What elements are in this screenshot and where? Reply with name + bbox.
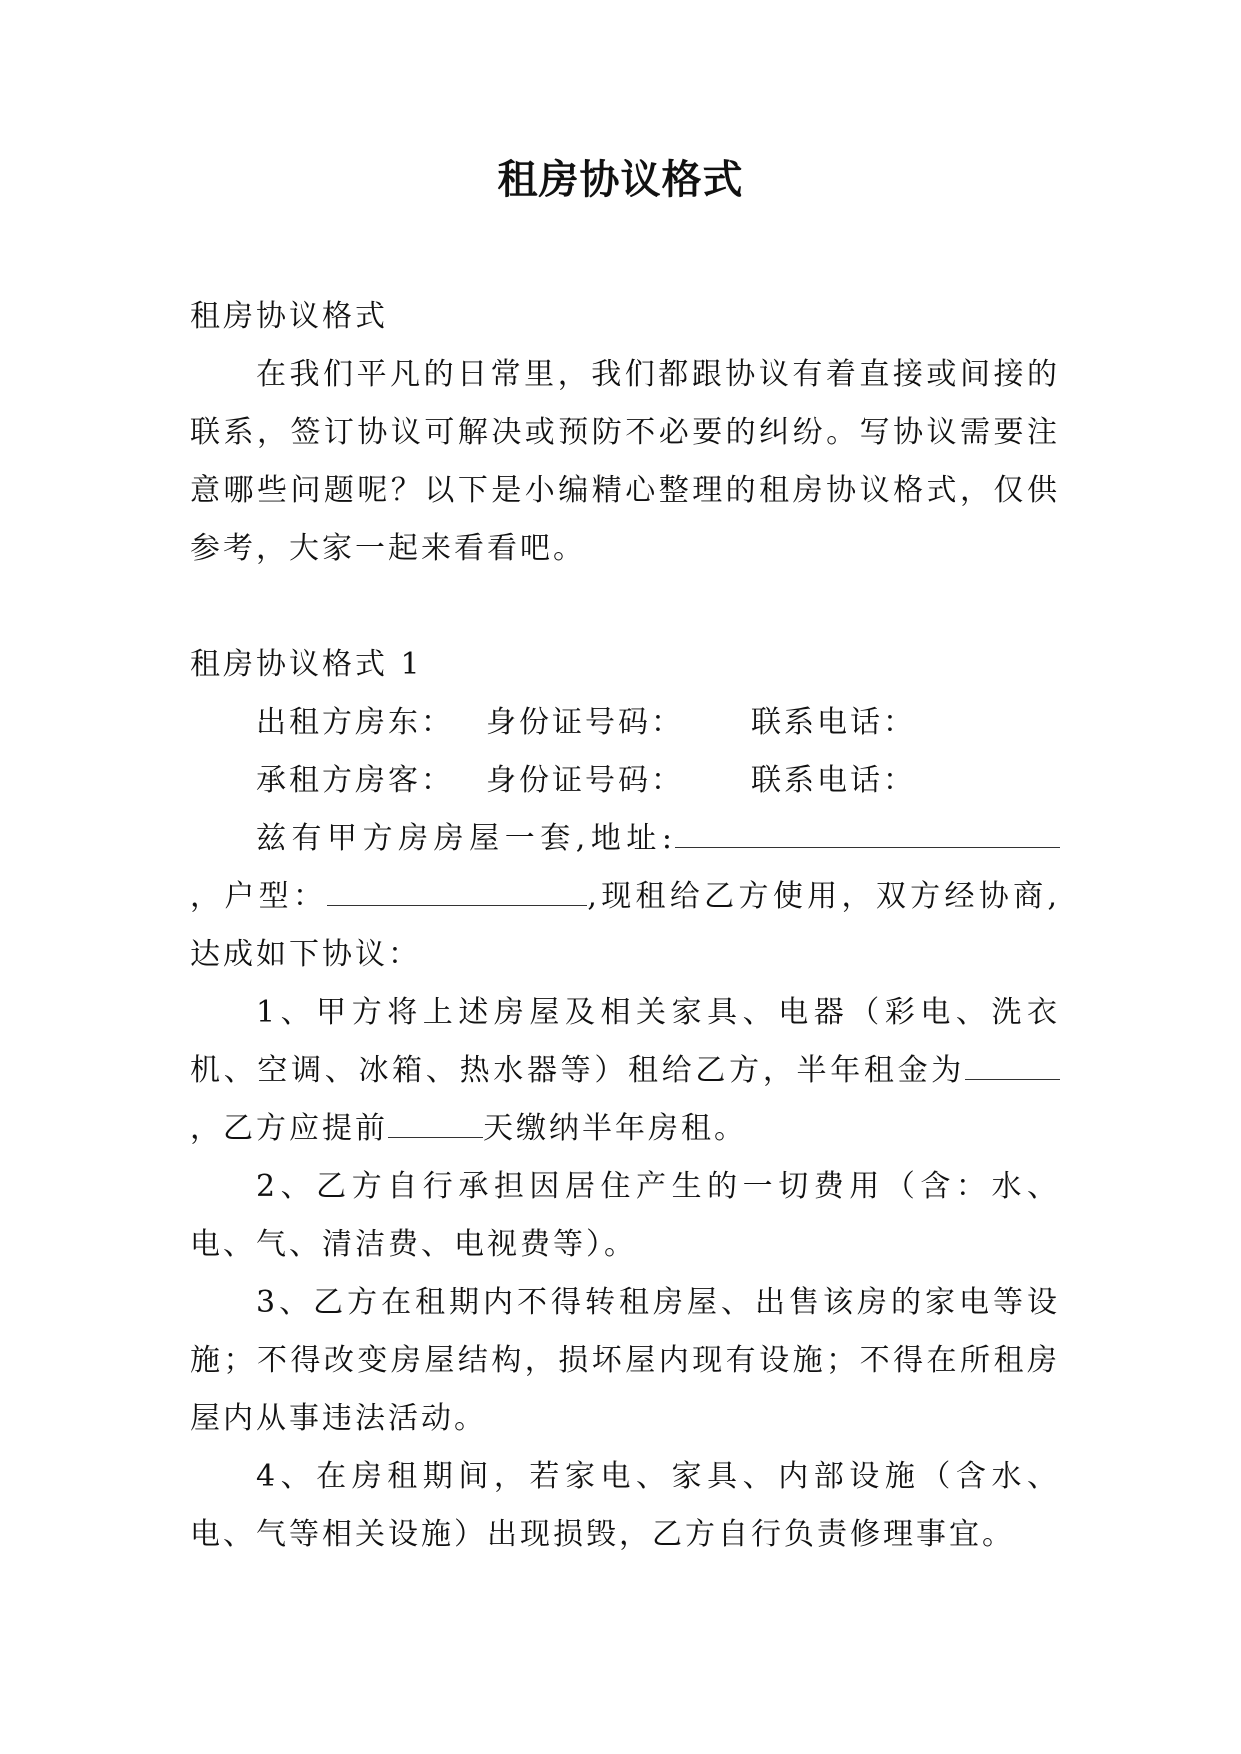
- landlord-row: [190, 694, 1060, 752]
- advance-days-blank: [388, 1107, 483, 1138]
- tenant-id-label: 身份证号码：: [486, 763, 684, 798]
- clause-4: 4、在房租期间，若家电、家具、内部设施（含水、电、气等相关设施）出现损毁，乙方自行负责修理事宜。: [190, 1459, 1060, 1552]
- premises-paragraph: [190, 810, 1060, 984]
- clause-1: [190, 984, 1060, 1158]
- clause-3: 3、乙方在租期内不得转租房屋、出售该房的家电等设施；不得改变房屋结构，损坏屋内现有设施；不得在所租房屋内从事违法活动。: [190, 1285, 1060, 1436]
- document-title: 租房协议格式: [497, 156, 744, 203]
- spacer: [190, 578, 1060, 636]
- clause-1-text-2: ，乙方应提前: [190, 1111, 388, 1146]
- premises-text-3: ,现租给乙方使用，双方经协商,达成如下协议：: [190, 879, 1061, 972]
- landlord-id-label: 身份证号码：: [486, 705, 684, 740]
- section-heading: 租房协议格式: [190, 299, 388, 334]
- clause-1-text-3: 天缴纳半年房租。: [483, 1111, 747, 1146]
- landlord-label: 出租方房东：: [256, 705, 454, 740]
- premises-text-2: ，户型：: [190, 879, 328, 914]
- clause-2: 2、乙方自行承担因居住产生的一切费用（含：水、电、气、清洁费、电视费等）。: [190, 1169, 1060, 1262]
- clause-1-text-1: 1、甲方将上述房屋及相关家具、电器（彩电、洗衣机、空调、冰箱、热水器等）租给乙方，半年租金为: [190, 995, 1060, 1088]
- tenant-row: [190, 752, 1060, 810]
- tenant-phone-label: 联系电话：: [751, 763, 916, 798]
- document-body: [190, 288, 1060, 1564]
- tenant-label: 承租方房客：: [256, 763, 454, 798]
- intro-paragraph: 在我们平凡的日常里，我们都跟协议有着直接或间接的联系，签订协议可解决或预防不必要的纠纷。写协议需要注意哪些问题呢？以下是小编精心整理的租房协议格式，仅供参考，大家一起来看看吧。: [190, 357, 1060, 566]
- section-1-title: 租房协议格式 1: [190, 647, 423, 682]
- landlord-phone-label: 联系电话：: [751, 705, 916, 740]
- premises-text-1: 兹有甲方房房屋一套,地址:: [256, 821, 675, 856]
- house-type-blank: [327, 875, 587, 906]
- rent-amount-blank: [965, 1049, 1060, 1080]
- address-blank: [675, 817, 1060, 848]
